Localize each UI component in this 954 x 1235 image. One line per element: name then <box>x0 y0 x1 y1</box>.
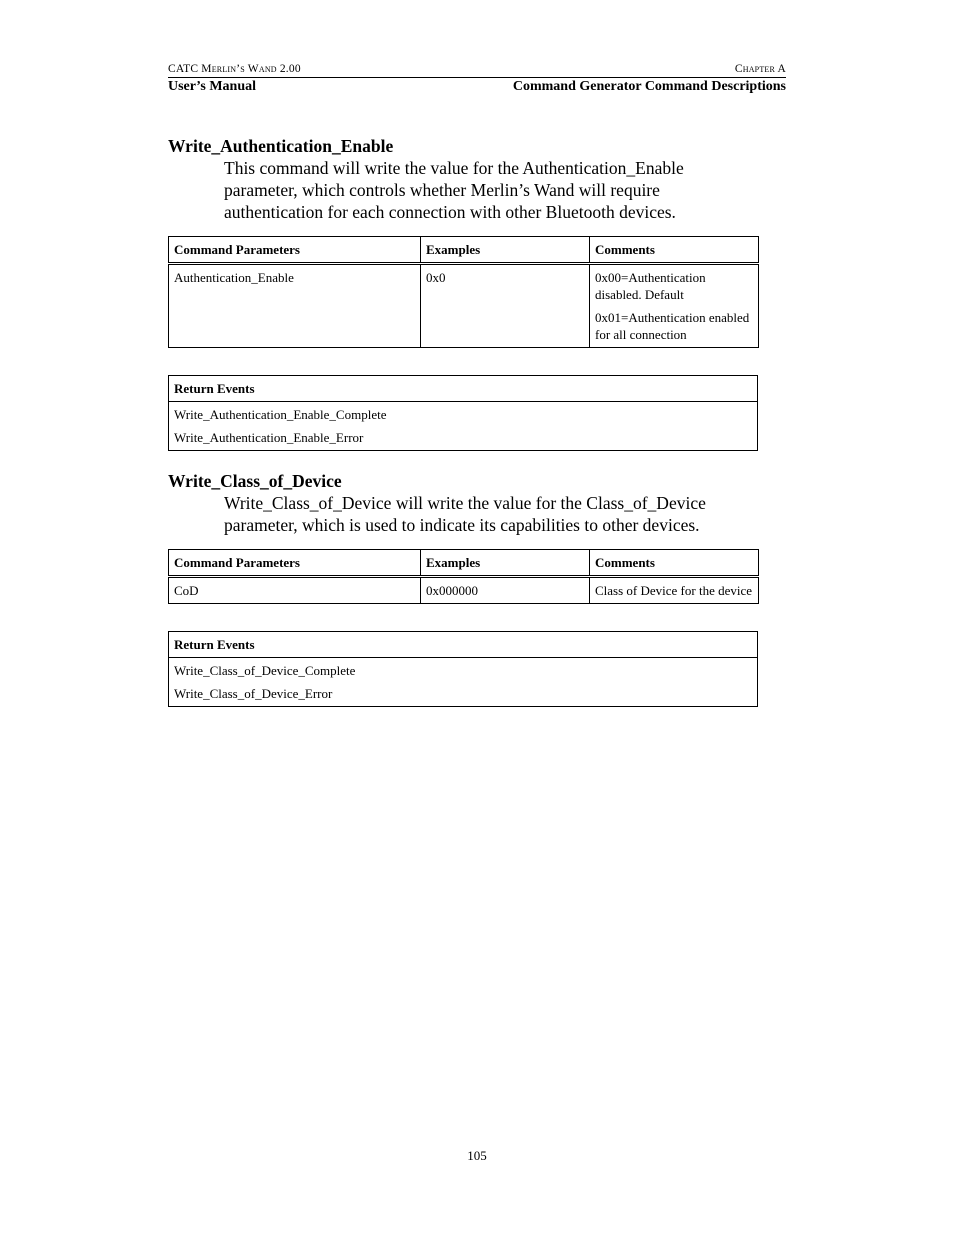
section-title: Write_Class_of_Device <box>168 471 342 491</box>
table-row <box>169 658 758 683</box>
header-bottom-row <box>168 78 786 96</box>
header-product: CATC Merlin’s Wand 2.00 <box>168 63 301 75</box>
column-header: Return Events <box>169 376 758 402</box>
command-parameters-table <box>168 236 759 348</box>
comment-cell <box>590 577 759 604</box>
return-event: Write_Authentication_Enable_Error <box>169 426 758 451</box>
column-header: Examples <box>421 237 590 264</box>
table-row <box>169 426 758 451</box>
section-write-authentication-enable <box>168 135 758 451</box>
comment-text: 0x01=Authentication enabled for all connection <box>595 310 750 342</box>
header-manual: User’s Manual <box>168 79 257 94</box>
return-event: Write_Class_of_Device_Error <box>169 682 758 707</box>
return-events-table <box>168 631 758 707</box>
section-write-class-of-device <box>168 470 758 707</box>
table-row <box>169 264 759 348</box>
table-row <box>169 402 758 427</box>
return-event: Write_Class_of_Device_Complete <box>169 658 758 683</box>
column-header: Return Events <box>169 632 758 658</box>
page-header <box>168 62 786 96</box>
table-row <box>169 682 758 707</box>
example-cell: 0x000000 <box>421 577 590 604</box>
section-description: Write_Class_of_Device will write the value for the Class_of_Device parameter, which is used to indicate its capabilities to other devices. <box>224 493 706 535</box>
header-top-row <box>168 62 786 78</box>
column-header: Comments <box>590 550 759 577</box>
parameter-cell: Authentication_Enable <box>169 264 421 348</box>
command-parameters-table <box>168 549 759 604</box>
section-title: Write_Authentication_Enable <box>168 136 394 156</box>
return-event: Write_Authentication_Enable_Complete <box>169 402 758 427</box>
page-number: 105 <box>467 1148 487 1163</box>
parameter-cell: CoD <box>169 577 421 604</box>
header-section-title: Command Generator Command Descriptions <box>512 79 786 94</box>
comment-text: Class of Device for the device <box>595 583 753 598</box>
table-row <box>169 577 759 604</box>
column-header: Comments <box>590 237 759 264</box>
comment-text: 0x00=Authentication disabled. Default <box>595 270 706 302</box>
comment-cell <box>590 264 759 348</box>
column-header: Command Parameters <box>169 237 421 264</box>
return-events-table <box>168 375 758 451</box>
section-description: This command will write the value for the Authentication_Enable parameter, which controls whether Merlin’s Wand will require authentication for each connection with other Bluetooth devices. <box>224 158 684 222</box>
example-cell: 0x0 <box>421 264 590 348</box>
column-header: Command Parameters <box>169 550 421 577</box>
column-header: Examples <box>421 550 590 577</box>
header-chapter: Chapter A <box>734 63 786 75</box>
